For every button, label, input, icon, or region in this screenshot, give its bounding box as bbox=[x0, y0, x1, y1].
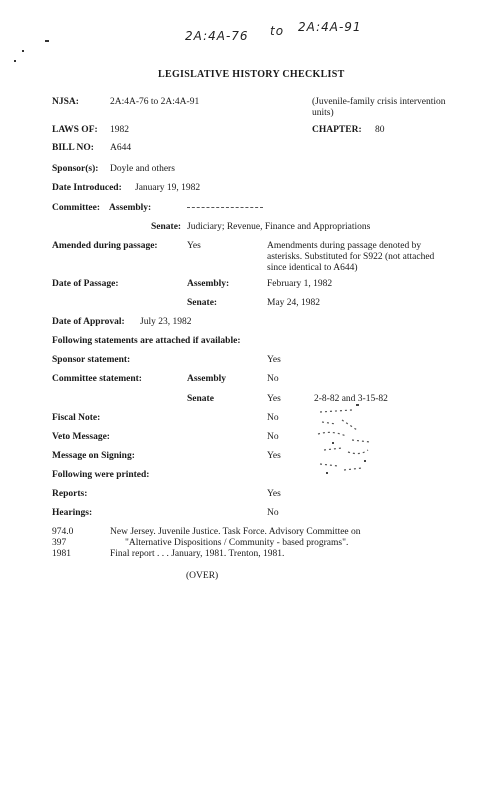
handwritten-note-to: 2A:4A-91 bbox=[298, 20, 362, 34]
committee-statement-senate-value: Yes bbox=[267, 394, 281, 404]
passage-assembly-value: February 1, 1982 bbox=[267, 279, 333, 289]
reference-line-2: "Alternative Dispositions / Community - based programs". bbox=[125, 538, 349, 548]
date-of-passage-label: Date of Passage: bbox=[52, 279, 119, 289]
date-introduced-value: January 19, 1982 bbox=[135, 183, 201, 193]
committee-statement-label: Committee statement: bbox=[52, 374, 142, 384]
laws-of-label: LAWS OF: bbox=[52, 125, 98, 135]
scan-speck bbox=[22, 50, 24, 52]
message-on-signing-value: Yes bbox=[267, 451, 281, 461]
faded-stamp-artifact bbox=[312, 400, 382, 480]
call-number-line: 974.0 bbox=[52, 527, 74, 537]
chapter-label: CHAPTER: bbox=[312, 125, 362, 135]
sponsor-statement-label: Sponsor statement: bbox=[52, 355, 131, 365]
scan-speck bbox=[45, 40, 49, 42]
njsa-label: NJSA: bbox=[52, 97, 79, 107]
fiscal-note-label: Fiscal Note: bbox=[52, 413, 101, 423]
committee-label: Committee: bbox=[52, 203, 101, 213]
committee-senate-value: Judiciary; Revenue, Finance and Appropriations bbox=[187, 222, 371, 232]
statements-heading: Following statements are attached if available: bbox=[52, 336, 241, 346]
date-introduced-label: Date Introduced: bbox=[52, 183, 122, 193]
sponsors-value: Doyle and others bbox=[110, 164, 175, 174]
amended-note: Amendments during passage denoted by asterisks. Substituted for S922 (not attached since identical to A644) bbox=[267, 241, 435, 273]
committee-assembly-blank bbox=[187, 207, 263, 209]
chapter-value: 80 bbox=[375, 125, 385, 135]
amended-value: Yes bbox=[187, 241, 201, 251]
veto-message-label: Veto Message: bbox=[52, 432, 110, 442]
page-title: LEGISLATIVE HISTORY CHECKLIST bbox=[158, 69, 345, 80]
call-number-line: 397 bbox=[52, 538, 67, 548]
message-on-signing-label: Message on Signing: bbox=[52, 451, 135, 461]
reports-label: Reports: bbox=[52, 489, 88, 499]
printed-heading: Following were printed: bbox=[52, 470, 150, 480]
reports-value: Yes bbox=[267, 489, 281, 499]
amended-label: Amended during passage: bbox=[52, 241, 158, 251]
committee-statement-assembly-label: Assembly bbox=[187, 374, 227, 384]
scan-speck bbox=[14, 60, 16, 62]
passage-senate-value: May 24, 1982 bbox=[267, 298, 321, 308]
hearings-value: No bbox=[267, 508, 279, 518]
passage-senate-label: Senate: bbox=[187, 298, 218, 308]
committee-assembly-label: Assembly: bbox=[109, 203, 152, 213]
veto-message-value: No bbox=[267, 432, 279, 442]
laws-of-value: 1982 bbox=[110, 125, 129, 135]
bill-no-value: A644 bbox=[110, 143, 132, 153]
sponsors-label: Sponsor(s): bbox=[52, 164, 99, 174]
committee-statement-assembly-value: No bbox=[267, 374, 279, 384]
over-note: (OVER) bbox=[186, 571, 219, 581]
sponsor-statement-value: Yes bbox=[267, 355, 281, 365]
bill-no-label: BILL NO: bbox=[52, 143, 94, 153]
reference-line-1: New Jersey. Juvenile Justice. Task Force. Advisory Committee on bbox=[110, 527, 361, 537]
passage-assembly-label: Assembly: bbox=[187, 279, 230, 289]
reference-line-3: Final report . . . January, 1981. Trenton, 1981. bbox=[110, 549, 285, 559]
committee-statement-senate-dates: 2-8-82 and 3-15-82 bbox=[314, 394, 388, 404]
handwritten-note-to-word: to bbox=[270, 24, 285, 38]
call-number-line: 1981 bbox=[52, 549, 71, 559]
njsa-note: (Juvenile-family crisis intervention units) bbox=[312, 97, 446, 118]
hearings-label: Hearings: bbox=[52, 508, 93, 518]
njsa-value: 2A:4A-76 to 2A:4A-91 bbox=[110, 97, 200, 107]
committee-statement-senate-label: Senate bbox=[187, 394, 214, 404]
committee-senate-label: Senate: bbox=[151, 222, 182, 232]
date-of-approval-value: July 23, 1982 bbox=[140, 317, 192, 327]
fiscal-note-value: No bbox=[267, 413, 279, 423]
handwritten-note-from: 2A:4A-76 bbox=[185, 29, 249, 43]
date-of-approval-label: Date of Approval: bbox=[52, 317, 125, 327]
